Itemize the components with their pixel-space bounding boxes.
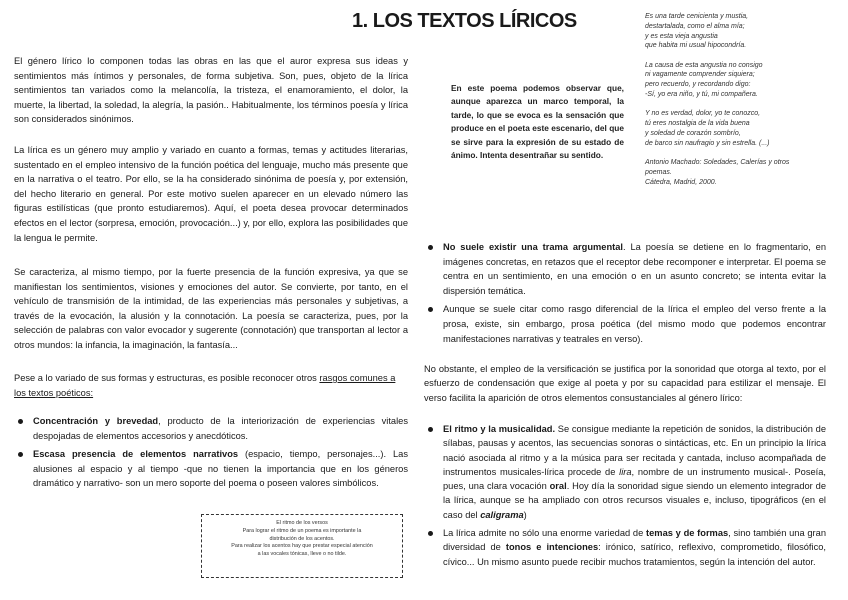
intro-paragraph-4-lead: Pese a lo variado de sus formas y estructuras, es posible reconocer otros [14, 373, 320, 383]
poem-line: que habita mi usual hipocondría. [645, 42, 747, 50]
intro-paragraph-2: La lírica es un género muy amplio y variado en cuanto a formas, temas y actitudes literarias, sustentado en el empleo intensivo de la función poética del lenguaje, mucho más presente que en la narrativa o el teatro. Por ello, se la ha considerado sinónima de poesía y, por extensión, del hecho literario en general. Por este motivo suelen aparecer en un elevado número las figuras estilísticas (que pronto estudiaremos). Aquí, el poeta desea provocar determinados efectos en el lector (sorpresa, emoción, provocación...) y, por ello, explora las posibilidades que la lengua le permite. [14, 145, 408, 243]
intro-paragraph-3: Se caracteriza, al mismo tiempo, por la fuerte presencia de la función expresiva, ya que se manifiestan los sentimientos, visiones y emociones del autor. Se convierte, por tanto, en el vehículo de transmisión de la intimidad, de las experiencias más personales y subjetivas, a través de la evocación, la alusión y la connotación. La poesía se caracteriza, pues, por la selección de palabras con valor evocador y sugerente (connotación) que transportan al lector a otros mundos: la infancia, la imaginación, la fantasía... [14, 267, 408, 350]
list-item-bold: Escasa presencia de elementos narrativos [33, 449, 239, 460]
versification-paragraph: No obstante, el empleo de la versificación se justifica por la sonoridad que otorga al texto, por el esfuerzo de condensación que exige al poeta y por su capacidad para estilizar el mensaje. El verso facilita la aparición de otros elementos consustanciales al género lírico: [424, 364, 826, 403]
list-item [424, 526, 826, 569]
poem-line: pero recuerdo, y recordando digo: [645, 81, 751, 89]
left-feature-list [14, 414, 408, 491]
note-line: Para realizar los acentos hay que prestar especial atención [231, 543, 373, 550]
list-item [424, 422, 826, 522]
list-item-bold: oral [549, 481, 567, 492]
poem-line: y es esta vieja angustia [645, 32, 718, 40]
list-item-bold: Concentración y brevedad [33, 416, 159, 426]
note-line: a las vocales tónicas, lleve o no tilde. [257, 551, 347, 558]
poem-line: ni vagamente comprender siquiera; [645, 71, 755, 79]
list-item-bold: El ritmo y la musicalidad. [443, 424, 556, 434]
list-item-text: . Hoy día la sonoridad sigue siendo un elemento integrador de la lírica, aunque se ha ampliado con otros recursos visuales e, incluso, tipográficos (en el caso del [443, 481, 826, 520]
list-item [14, 414, 408, 443]
poem-line: La causa de esta angustia no consigo [645, 61, 763, 69]
poem-line: Es una tarde cenicienta y mustia, [645, 13, 749, 20]
list-item-text: : irónico, satírico, reflexivo, comprometido, filosófico, cívico... Un mismo asunto puede recibir muchos tratamientos, según la intención del autor. [443, 542, 826, 567]
note-line: El ritmo de los versos [276, 520, 328, 526]
list-item-italic: caligrama [480, 509, 524, 520]
list-item-text: Se consigue mediante la repetición de sonidos, la distribución de sílabas, pausas y acentos, las secuencias sonoras o sintácticas, etc. En un principio la lírica nació asociada al ritmo y a la música para ser recitada y cantada, incluso acompañada de instrumentos musicales-lírica procede de [443, 424, 826, 477]
list-item-bold: No suele existir una trama argumental [443, 242, 623, 252]
list-item-text: . La poesía se detiene en lo fragmentario, en imágenes concretas, en retazos que el receptor debe recomponer e interpretar. El poema se centra en un sentimiento, en una emoción o en un asunto concreto; se intenta evitar la dispersión temática. [443, 242, 827, 296]
list-item-text: , producto de la interiorización de experiencias vitales despojadas de elementos accesorios y anecdóticos. [33, 416, 408, 441]
rhythm-note-box [201, 514, 403, 578]
poem-stanza [645, 109, 841, 148]
intro-paragraph-1: El género lírico lo componen todas las obras en las que el auror expresa sus ideas y sentimientos más íntimos y personales, de forma subjetiva. Son, pues, objeto de la lírica sentimientos tan variados como la melancolía, la tristeza, el enamoramiento, el dolor, la muerte, la libertad, la soledad, la alegría, la pasión.. Habitualmente, los términos poesía y lírica son considerados sinónimos. [14, 56, 408, 125]
poem-stanza [645, 61, 841, 100]
poem-excerpt [645, 12, 841, 197]
poem-credit-line: Cátedra, Madrid, 2000. [645, 178, 717, 186]
list-item-text: (espacio, tiempo, personajes...). Las alusiones al espacio y al tiempo -que no tienen la importancia que en los géneros dramático y narrativo- son un mero soporte del poema o poseen valores simbólicos. [33, 449, 408, 489]
page-title: 1. LOS TEXTOS LÍRICOS [352, 10, 577, 32]
list-item-text: Aunque se suele citar como rasgo diferencial de la lírica el empleo del verso frente a la prosa, existe, sin embargo, prosa poética (del mismo modo que podemos encontrar manifestaciones narrativas y teatrales en verso). [443, 304, 826, 344]
poem-line: tú eres nostalgia de la vida buena [645, 120, 750, 128]
rasgos-comunes-link: rasgos comunes a los textos poéticos: [14, 373, 396, 398]
poem-stanza [645, 12, 841, 51]
list-item-text: , sino también una gran diversidad de [443, 528, 826, 553]
poem-credit-line: poemas. [645, 168, 672, 176]
poem-line: destartalada, como el alma mía; [645, 22, 745, 30]
intro-paragraph-4 [14, 371, 408, 400]
poem-callout: En este poema podemos observar que, aunque aparezca un marco temporal, la tarde, lo que se evoca es la sensación que produce en el poeta este escenario, del que se sirve para la expresión de su estado de ánimo. Intenta desentrañar su sentido. [451, 83, 624, 161]
list-item-text: , nombre de un instrumento musical-. Poseía, pues, una clara vocación [443, 466, 826, 492]
poem-credit-line: Antonio Machado: Soledades, Calerías y otros [645, 159, 790, 167]
note-line: Para lograr el ritmo de un poema es importante la [242, 527, 362, 534]
poem-line: -Sí, yo era niño, y tú, mi compañera. [645, 91, 758, 99]
list-item [424, 240, 826, 298]
note-line: distribución de los acentos. [269, 535, 335, 542]
list-item [424, 302, 826, 346]
list-item-bold: temas y de formas [646, 528, 729, 539]
poem-credit [645, 158, 841, 187]
poem-line: y soledad de corazón sombrío, [645, 129, 741, 137]
list-item [14, 447, 408, 491]
poem-line: de barco sin naufragio y sin estrella. (...) [645, 139, 770, 147]
list-item-text: La lírica admite no sólo una enorme variedad de [443, 528, 647, 539]
right-feature-list-1 [424, 240, 826, 346]
right-feature-list-2 [424, 422, 826, 569]
poem-line: Y no es verdad, dolor, yo te conozco, [645, 110, 761, 118]
list-item-bold: tonos e intenciones [505, 542, 599, 553]
list-item-text: ) [523, 509, 527, 520]
list-item-italic: lira [619, 466, 632, 477]
